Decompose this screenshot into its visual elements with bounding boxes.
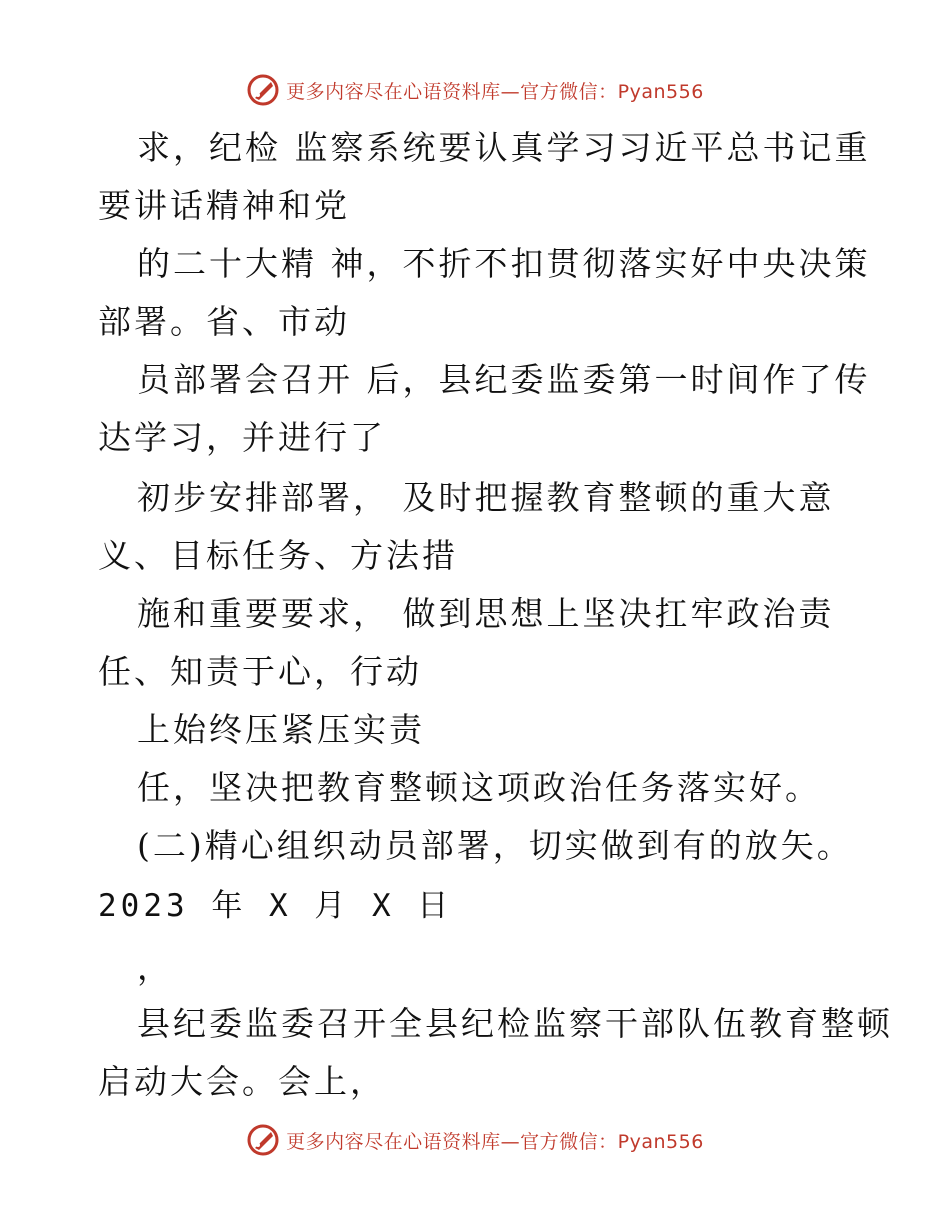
text-line-10: 任、知责于心，行动	[98, 652, 422, 691]
text-line-17: 启动大会。会上，	[98, 1062, 386, 1101]
text-line-7: 初步安排部署， 及时把握教育整顿的重大意	[137, 478, 835, 517]
watermark-text: 更多内容尽在心语资料库—官方微信：Pyan556	[286, 80, 704, 103]
header-watermark	[0, 70, 950, 110]
text-line-4: 部署。省、市动	[98, 302, 350, 341]
date-line: 2023 年 X 月 X 日	[98, 888, 453, 924]
footer-watermark	[0, 1120, 950, 1160]
text-line-6: 达学习，并进行了	[98, 418, 386, 457]
quill-seal-icon	[246, 73, 280, 107]
text-line-2: 要讲话精神和党	[98, 186, 350, 225]
text-line-13: (二)精心组织动员部署，切实做到有的放矢。	[137, 826, 853, 865]
text-line-3: 的二十大精 神，不折不扣贯彻落实好中央决策	[137, 244, 871, 283]
text-line-1: 求，纪检 监察系统要认真学习习近平总书记重	[137, 128, 871, 167]
text-line-5: 员部署会召开 后，县纪委监委第一时间作了传	[137, 360, 871, 399]
text-line-16: 县纪委监委召开全县纪检监察干部队伍教育整顿	[137, 1004, 893, 1043]
text-line-15: ，	[137, 948, 173, 987]
text-line-12: 任，坚决把教育整顿这项政治任务落实好。	[137, 768, 821, 807]
watermark-text: 更多内容尽在心语资料库—官方微信：Pyan556	[286, 1130, 704, 1153]
text-line-11: 上始终压紧压实责	[137, 710, 425, 749]
text-line-9: 施和重要要求， 做到思想上坚决扛牢政治责	[137, 594, 835, 633]
quill-seal-icon	[246, 1123, 280, 1157]
text-line-8: 义、目标任务、方法措	[98, 536, 458, 575]
